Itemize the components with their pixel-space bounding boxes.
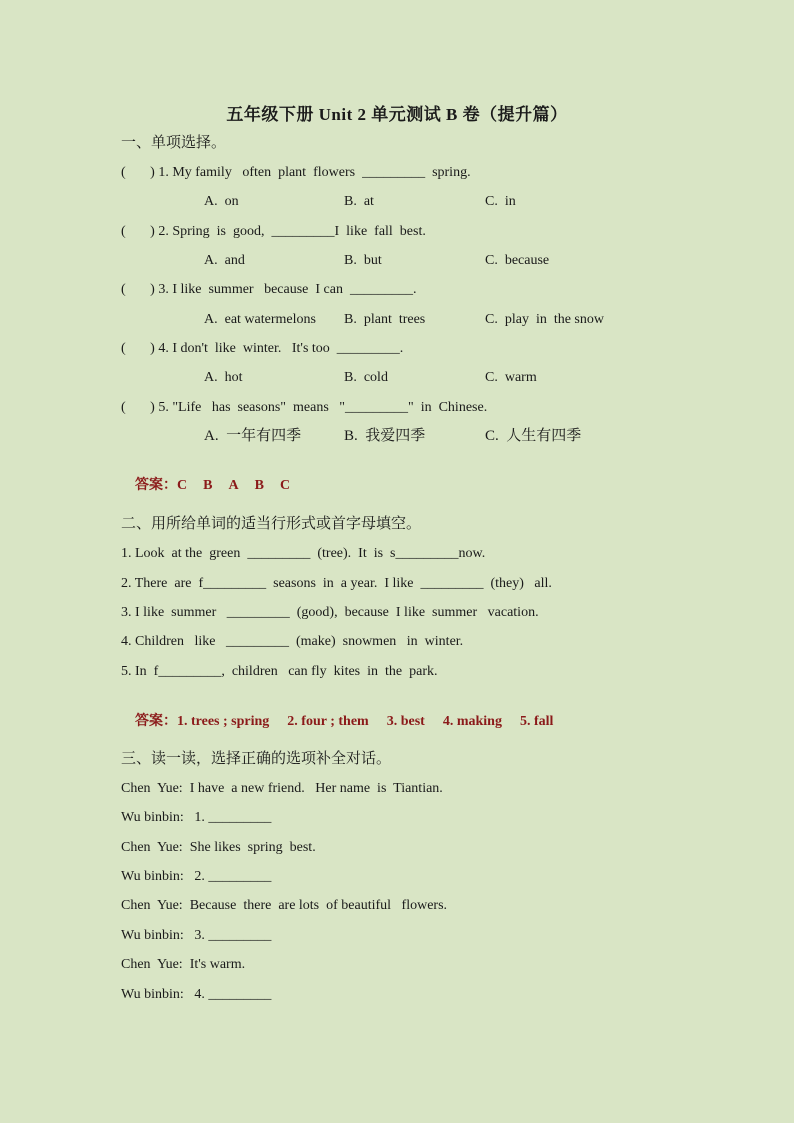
section1-heading: 一、单项选择。 xyxy=(121,135,227,151)
dialogue-line: Chen Yue: I have a new friend. Her name is Tiantian. xyxy=(121,781,443,796)
question-4-stem: ( ) 4. I don't like winter. It's too _________. xyxy=(121,341,404,356)
question-1-option-b: B. at xyxy=(344,194,374,209)
answer-item: A xyxy=(228,478,239,493)
question-3-option-a: A. eat watermelons xyxy=(204,312,316,327)
question-5-option-c: C. 人生有四季 xyxy=(485,428,582,444)
dialogue-line: Chen Yue: It's warm. xyxy=(121,957,246,972)
question-5-stem: ( ) 5. "Life has seasons" means "_________" in Chinese. xyxy=(121,400,488,415)
section2-heading: 二、用所给单词的适当行形式或首字母填空。 xyxy=(121,516,422,532)
question-3-stem: ( ) 3. I like summer because I can _________. xyxy=(121,282,417,297)
fill-item-3: 3. I like summer _________ (good), because I like summer vacation. xyxy=(121,605,539,620)
answer-item: 2. four ; them xyxy=(287,714,369,729)
dialogue-line: Chen Yue: She likes spring best. xyxy=(121,840,316,855)
answer-item: C xyxy=(279,478,291,493)
fill-item-4: 4. Children like _________ (make) snowmen in winter. xyxy=(121,634,464,649)
question-5-option-b: B. 我爱四季 xyxy=(344,428,426,444)
section3-heading: 三、读一读，选择正确的选项补全对话。 xyxy=(121,751,392,767)
question-3-option-c: C. play in the snow xyxy=(485,312,604,327)
dialogue-line: Wu binbin: 1. _________ xyxy=(121,810,272,825)
answer-label: 答案： xyxy=(135,713,177,729)
dialogue-line: Wu binbin: 3. _________ xyxy=(121,928,272,943)
question-2-option-b: B. but xyxy=(344,253,382,268)
section1-answer-key xyxy=(121,455,306,516)
answer-item: 3. best xyxy=(386,714,425,729)
dialogue-line: Wu binbin: 4. _________ xyxy=(121,987,272,1002)
question-2-option-c: C. because xyxy=(485,253,550,268)
answer-item: 5. fall xyxy=(519,714,554,729)
fill-item-2: 2. There are f_________ seasons in a year. I like _________ (they) all. xyxy=(121,576,552,591)
question-2-stem: ( ) 2. Spring is good, _________I like fall best. xyxy=(121,224,426,239)
question-1-option-c: C. in xyxy=(485,194,516,209)
question-1-option-a: A. on xyxy=(204,194,239,209)
question-3-option-b: B. plant trees xyxy=(344,312,426,327)
question-1-stem: ( ) 1. My family often plant flowers _________ spring. xyxy=(121,165,471,180)
question-4-option-c: C. warm xyxy=(485,370,537,385)
page-title: 五年级下册 Unit 2 单元测试 B 卷（提升篇） xyxy=(226,105,568,124)
answer-item: B xyxy=(203,478,213,493)
question-5-option-a: A. 一年有四季 xyxy=(204,428,302,444)
fill-item-1: 1. Look at the green _________ (tree). It is s_________now. xyxy=(121,546,486,561)
answer-item: 1. trees ; spring xyxy=(177,714,270,729)
answer-item: 4. making xyxy=(442,714,502,729)
answer-item: C xyxy=(177,478,188,493)
answer-label: 答案： xyxy=(135,477,177,493)
question-4-option-a: A. hot xyxy=(204,370,243,385)
dialogue-line: Wu binbin: 2. _________ xyxy=(121,869,272,884)
dialogue-line: Chen Yue: Because there are lots of beautiful flowers. xyxy=(121,898,448,913)
question-4-option-b: B. cold xyxy=(344,370,388,385)
section2-answer-key xyxy=(121,691,571,752)
fill-item-5: 5. In f_________, children can fly kites in the park. xyxy=(121,664,438,679)
question-2-option-a: A. and xyxy=(204,253,245,268)
answer-item: B xyxy=(254,478,264,493)
